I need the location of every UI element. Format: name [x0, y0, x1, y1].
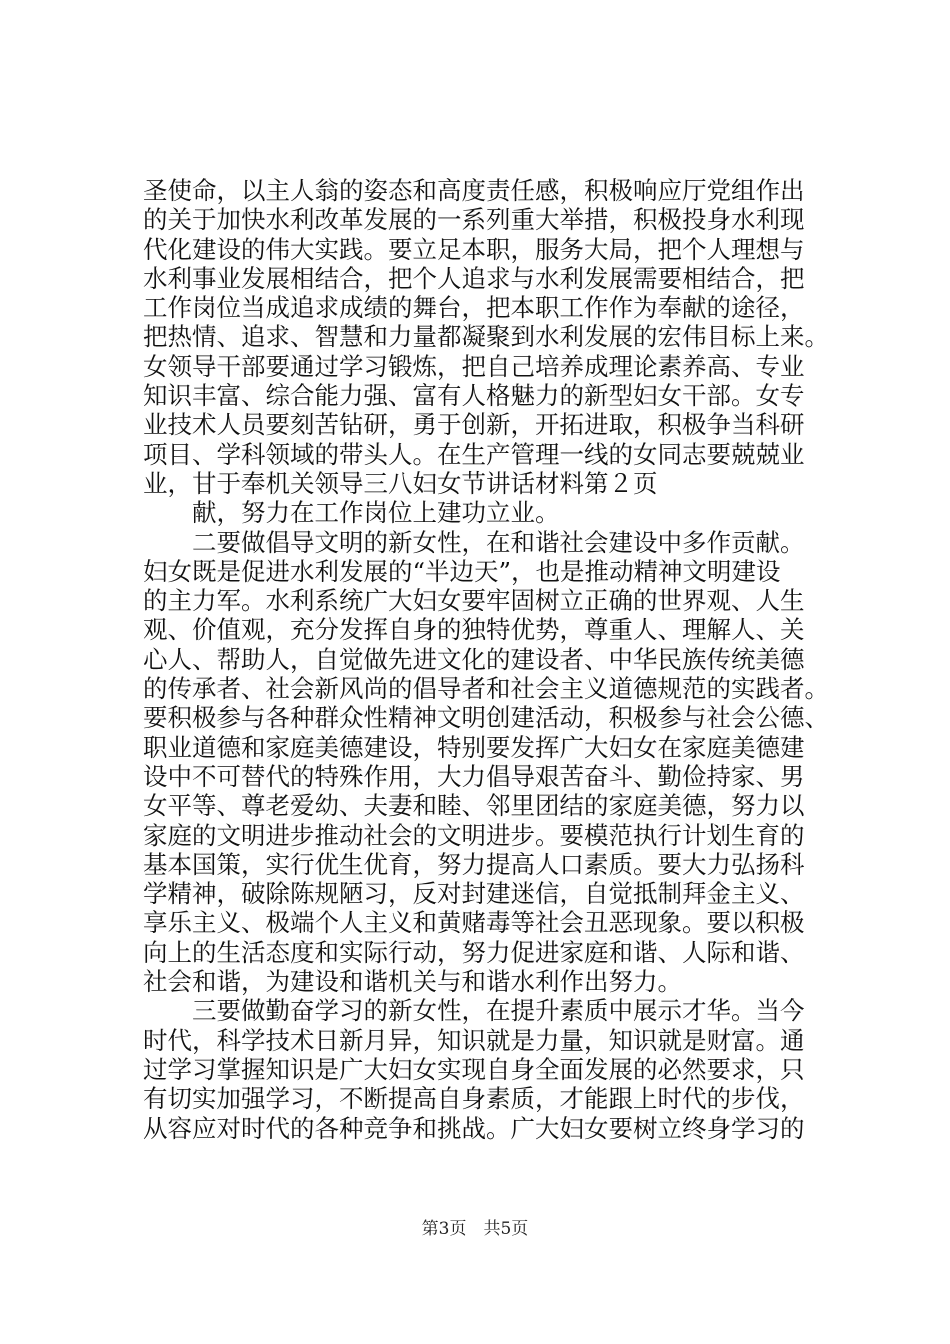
text-line: 的关于加快水利改革发展的一系列重大举措，积极投身水利现: [143, 205, 805, 235]
text-line: 工作岗位当成追求成绩的舞台，把本职工作作为奉献的途径，: [143, 293, 805, 323]
text-line: 设中不可替代的特殊作用，大力倡导艰苦奋斗、勤俭持家、男: [143, 761, 805, 791]
text-line: 二要做倡导文明的新女性，在和谐社会建设中多作贡献。: [143, 527, 805, 557]
text-line: 项目、学科领域的带头人。在生产管理一线的女同志要兢兢业: [143, 439, 805, 469]
text-line: 水利事业发展相结合，把个人追求与水利发展需要相结合，把: [143, 263, 805, 293]
text-line: 时代，科学技术日新月异，知识就是力量，知识就是财富。通: [143, 1025, 805, 1055]
text-line: 代化建设的伟大实践。要立足本职，服务大局，把个人理想与: [143, 234, 805, 264]
text-line: 心人、帮助人，自觉做先进文化的建设者、中华民族传统美德: [143, 644, 805, 674]
text-line: 的传承者、社会新风尚的倡导者和社会主义道德规范的实践者。: [143, 674, 829, 704]
text-line: 女领导干部要通过学习锻炼，把自己培养成理论素养高、专业: [143, 351, 805, 381]
text-line: 向上的生活态度和实际行动，努力促进家庭和谐、人际和谐、: [143, 937, 805, 967]
text-line: 家庭的文明进步推动社会的文明进步。要模范执行计划生育的: [143, 820, 805, 850]
text-line: 基本国策，实行优生优育，努力提高人口素质。要大力弘扬科: [143, 849, 805, 879]
text-line: 享乐主义、极端个人主义和黄赌毒等社会丑恶现象。要以积极: [143, 908, 805, 938]
page-number-footer: 第3页 共5页: [421, 1219, 529, 1239]
text-line: 妇女既是促进水利发展的“半边天”，也是推动精神文明建设: [143, 556, 781, 586]
text-line: 要积极参与各种群众性精神文明创建活动，积极参与社会公德、: [143, 703, 829, 733]
text-line: 把热情、追求、智慧和力量都凝聚到水利发展的宏伟目标上来。: [143, 322, 829, 352]
text-line: 职业道德和家庭美德建设，特别要发挥广大妇女在家庭美德建: [143, 732, 805, 762]
document-body: [143, 176, 843, 1143]
text-line: 的主力军。水利系统广大妇女要牢固树立正确的世界观、人生: [143, 586, 805, 616]
text-line: 女平等、尊老爱幼、夫妻和睦、邻里团结的家庭美德，努力以: [143, 791, 805, 821]
text-line: 有切实加强学习，不断提高自身素质，才能跟上时代的步伐，: [143, 1084, 805, 1114]
text-line: 业，甘于奉机关领导三八妇女节讲话材料第２页: [143, 468, 658, 498]
text-line: 献，努力在工作岗位上建功立业。: [143, 498, 560, 528]
text-line: 从容应对时代的各种竞争和挑战。广大妇女要树立终身学习的: [143, 1113, 805, 1143]
text-line: 过学习掌握知识是广大妇女实现自身全面发展的必然要求，只: [143, 1054, 805, 1084]
text-line: 社会和谐，为建设和谐机关与和谐水利作出努力。: [143, 967, 682, 997]
text-line: 三要做勤奋学习的新女性，在提升素质中展示才华。当今: [143, 996, 805, 1026]
text-line: 学精神，破除陈规陋习，反对封建迷信，自觉抵制拜金主义、: [143, 879, 805, 909]
text-line: 知识丰富、综合能力强、富有人格魅力的新型妇女干部。女专: [143, 381, 805, 411]
text-line: 圣使命，以主人翁的姿态和高度责任感，积极响应厅党组作出: [143, 176, 805, 205]
text-line: 观、价值观，充分发挥自身的独特优势，尊重人、理解人、关: [143, 615, 805, 645]
text-line: 业技术人员要刻苦钻研，勇于创新，开拓进取，积极争当科研: [143, 410, 805, 440]
